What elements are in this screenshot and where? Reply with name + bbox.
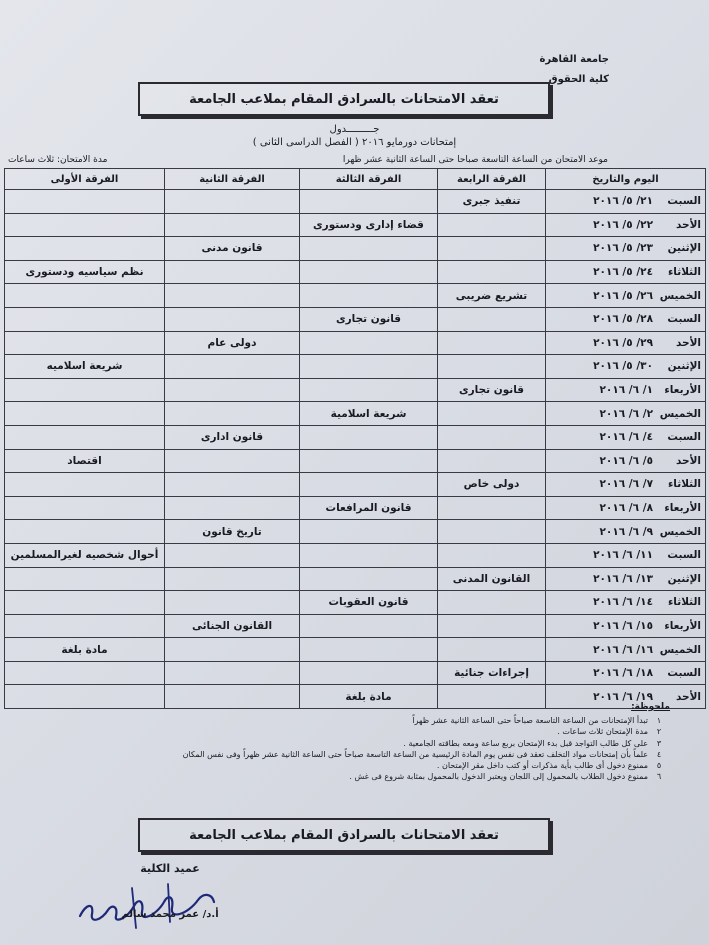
day-name: الأربعاء — [664, 502, 701, 515]
subject-cell-y4 — [438, 331, 546, 355]
table-header-row — [5, 169, 706, 190]
subject-cell-y3 — [300, 378, 438, 402]
exam-date: ١٤/ ٦/ ٢٠١٦ — [593, 596, 653, 609]
subject-cell-y2: دولى عام — [165, 331, 300, 355]
dean-name: أ.د/ عمر محمد سالم — [121, 909, 219, 920]
subject-cell-y4 — [438, 614, 546, 638]
note-number: ٣ — [656, 738, 662, 748]
day-date-cell — [546, 284, 706, 308]
day-name: السبت — [667, 549, 701, 562]
note-text: مدة الإمتحان ثلاث ساعات . — [557, 727, 648, 737]
table-row — [5, 543, 706, 567]
subject-cell-y3 — [300, 567, 438, 591]
subject-cell-y3 — [300, 260, 438, 284]
subject-cell-y4: القانون المدنى — [438, 567, 546, 591]
note-item — [90, 749, 670, 760]
exam-date: ٢/ ٦/ ٢٠١٦ — [599, 407, 653, 420]
subject-cell-y4 — [438, 638, 546, 662]
subject-cell-y3 — [300, 520, 438, 544]
col-year-2: الفرقة الثانية — [165, 169, 300, 190]
day-name: الأحد — [675, 336, 701, 349]
notes-section — [90, 702, 670, 782]
notes-list — [90, 715, 670, 782]
table-row — [5, 213, 706, 237]
day-name: الخميس — [659, 525, 701, 538]
exam-date: ٢٩/ ٥/ ٢٠١٦ — [593, 336, 653, 349]
day-name: الثلاثاء — [667, 478, 701, 491]
day-name: الثلاثاء — [667, 266, 701, 279]
exam-date: ٢٨/ ٥/ ٢٠١٦ — [593, 313, 653, 326]
exam-session-title: إمتحانات دورمايو ٢٠١٦ ( الفصل الدراسى الثانى ) — [252, 137, 457, 148]
subject-cell-y4 — [438, 591, 546, 615]
subject-cell-y2 — [165, 402, 300, 426]
subject-cell-y1: شريعة اسلاميه — [5, 355, 165, 379]
table-row — [5, 425, 706, 449]
subject-cell-y4 — [438, 520, 546, 544]
note-text: ممنوع دخول الطلاب بالمحمول إلى اللجان ويعتبر الدخول بالمحمول بمثابة شروع فى غش . — [349, 772, 648, 782]
subject-cell-y4 — [438, 449, 546, 473]
day-date-cell — [546, 260, 706, 284]
subject-cell-y4: تنفيذ جبرى — [438, 190, 546, 214]
subject-cell-y4: قانون تجارى — [438, 378, 546, 402]
day-date-cell — [546, 638, 706, 662]
table-row — [5, 190, 706, 214]
note-number: ٥ — [656, 761, 662, 771]
note-item — [90, 726, 670, 737]
subject-cell-y4 — [438, 355, 546, 379]
schedule-heading: جـــــــــدول — [329, 124, 380, 135]
day-date-cell — [546, 543, 706, 567]
day-date-cell — [546, 473, 706, 497]
exam-date: ٨/ ٦/ ٢٠١٦ — [599, 502, 653, 515]
footer-venue-title-box — [138, 818, 550, 852]
subject-cell-y3 — [300, 661, 438, 685]
dean-role: عميد الكلية — [140, 862, 200, 875]
table-row — [5, 520, 706, 544]
subject-cell-y2 — [165, 378, 300, 402]
dean-block — [110, 862, 230, 920]
note-text: ممنوع دخول أى طالب بأية مذكرات أو كتب داخل مقر الإمتحان . — [436, 761, 648, 771]
subject-cell-y1: مادة بلغة — [5, 638, 165, 662]
table-row — [5, 638, 706, 662]
day-date-cell — [546, 237, 706, 261]
subject-cell-y2 — [165, 190, 300, 214]
subject-cell-y1 — [5, 520, 165, 544]
subject-cell-y2 — [165, 496, 300, 520]
day-date-cell — [546, 355, 706, 379]
footer-venue-title: تعقد الامتحانات بالسرادق المقام بملاعب الجامعة — [189, 827, 499, 843]
subject-cell-y1 — [5, 425, 165, 449]
subject-cell-y4 — [438, 307, 546, 331]
day-date-cell — [546, 331, 706, 355]
note-text: علماً بأن إمتحانات مواد التخلف تعقد فى نفس يوم المادة الرئيسية من الساعة التاسعة صباحاً حتى الساعة الثانية عشر ظهراً وفى نفس المكان — [182, 749, 648, 759]
subject-cell-y4 — [438, 260, 546, 284]
exam-date: ١٥/ ٦/ ٢٠١٦ — [593, 619, 653, 632]
subject-cell-y3 — [300, 284, 438, 308]
day-name: الثلاثاء — [667, 596, 701, 609]
subject-cell-y4 — [438, 213, 546, 237]
subject-cell-y4 — [438, 237, 546, 261]
day-date-cell — [546, 425, 706, 449]
subject-cell-y2 — [165, 449, 300, 473]
table-row — [5, 614, 706, 638]
day-date-cell — [546, 307, 706, 331]
subject-cell-y3 — [300, 473, 438, 497]
day-name: الخميس — [659, 407, 701, 420]
subject-cell-y4 — [438, 402, 546, 426]
note-number: ٢ — [656, 727, 662, 737]
exam-date: ٤/ ٦/ ٢٠١٦ — [599, 431, 653, 444]
table-row — [5, 331, 706, 355]
subject-cell-y3: شريعة اسلامية — [300, 402, 438, 426]
day-name: الأحد — [675, 690, 701, 703]
note-item — [90, 760, 670, 771]
subject-cell-y4: دولى خاص — [438, 473, 546, 497]
day-date-cell — [546, 661, 706, 685]
exam-date: ٢٦/ ٥/ ٢٠١٦ — [593, 289, 653, 302]
exam-date: ١٨/ ٦/ ٢٠١٦ — [593, 667, 653, 680]
table-row — [5, 402, 706, 426]
day-date-cell — [546, 520, 706, 544]
subject-cell-y2 — [165, 543, 300, 567]
subject-cell-y1 — [5, 591, 165, 615]
day-name: الأحد — [675, 218, 701, 231]
subject-cell-y4: تشريع ضريبى — [438, 284, 546, 308]
subject-cell-y2: القانون الجنائى — [165, 614, 300, 638]
exam-date: ٧/ ٦/ ٢٠١٦ — [599, 478, 653, 491]
exam-date: ٢٣/ ٥/ ٢٠١٦ — [593, 242, 653, 255]
exam-date: ٣٠/ ٥/ ٢٠١٦ — [593, 360, 653, 373]
subject-cell-y3 — [300, 237, 438, 261]
subject-cell-y2: قانون ادارى — [165, 425, 300, 449]
subject-cell-y1 — [5, 661, 165, 685]
subject-cell-y1 — [5, 331, 165, 355]
table-row — [5, 661, 706, 685]
table-row — [5, 496, 706, 520]
subject-cell-y1 — [5, 567, 165, 591]
day-name: الأحد — [675, 454, 701, 467]
venue-title: تعقد الامتحانات بالسرادق المقام بملاعب الجامعة — [189, 91, 499, 107]
note-text: على كل طالب التواجد قبل بدء الإمتحان بربع ساعة ومعه بطاقته الجامعية . — [403, 738, 648, 748]
subject-cell-y2 — [165, 473, 300, 497]
day-date-cell — [546, 496, 706, 520]
col-year-1: الفرقة الأولى — [5, 169, 165, 190]
day-date-cell — [546, 567, 706, 591]
table-body — [5, 190, 706, 709]
subject-cell-y4 — [438, 543, 546, 567]
day-name: الخميس — [659, 643, 701, 656]
table-row — [5, 473, 706, 497]
col-year-3: الفرقة الثالثة — [300, 169, 438, 190]
exam-date: ١٦/ ٦/ ٢٠١٦ — [593, 643, 653, 656]
table-row — [5, 284, 706, 308]
university-name: جامعة القاهرة — [539, 54, 609, 65]
subject-cell-y1: اقتصاد — [5, 449, 165, 473]
subject-cell-y4: إجراءات جنائية — [438, 661, 546, 685]
day-name: السبت — [667, 195, 701, 208]
note-item — [90, 771, 670, 782]
notes-heading: ملحوظة: — [631, 702, 670, 712]
subject-cell-y1 — [5, 307, 165, 331]
subject-cell-y1 — [5, 496, 165, 520]
subject-cell-y1: نظم سياسيه ودستورى — [5, 260, 165, 284]
day-date-cell — [546, 591, 706, 615]
subject-cell-y3: قانون تجارى — [300, 307, 438, 331]
day-name: الإثنين — [667, 572, 701, 585]
subject-cell-y3: قانون العقوبات — [300, 591, 438, 615]
day-date-cell — [546, 402, 706, 426]
subject-cell-y4 — [438, 425, 546, 449]
subject-cell-y1 — [5, 237, 165, 261]
subject-cell-y2 — [165, 355, 300, 379]
table-row — [5, 567, 706, 591]
subject-cell-y1 — [5, 213, 165, 237]
note-item — [90, 715, 670, 726]
subject-cell-y3 — [300, 425, 438, 449]
table-row — [5, 237, 706, 261]
note-number: ٦ — [656, 772, 662, 782]
exam-schedule-table — [4, 168, 706, 709]
subject-cell-y2 — [165, 284, 300, 308]
exam-time: موعد الامتحان من الساعة التاسعة صباحا حتى الساعة الثانية عشر ظهرا — [342, 155, 608, 165]
subject-cell-y3 — [300, 614, 438, 638]
subject-cell-y3 — [300, 638, 438, 662]
subject-cell-y1 — [5, 614, 165, 638]
subject-cell-y2: تاريخ قانون — [165, 520, 300, 544]
day-date-cell — [546, 378, 706, 402]
day-name: الإثنين — [667, 360, 701, 373]
table-row — [5, 591, 706, 615]
subject-cell-y2 — [165, 260, 300, 284]
col-day-date: اليوم والتاريخ — [546, 169, 706, 190]
exam-date: ١١/ ٦/ ٢٠١٦ — [593, 549, 653, 562]
subject-cell-y3: قانون المرافعات — [300, 496, 438, 520]
subject-cell-y3 — [300, 331, 438, 355]
subject-cell-y2 — [165, 591, 300, 615]
day-date-cell — [546, 449, 706, 473]
exam-date: ٥/ ٦/ ٢٠١٦ — [599, 454, 653, 467]
exam-date: ٩/ ٦/ ٢٠١٦ — [599, 525, 653, 538]
day-date-cell — [546, 190, 706, 214]
exam-date: ٢٤/ ٥/ ٢٠١٦ — [593, 266, 653, 279]
exam-date: ٢١/ ٥/ ٢٠١٦ — [593, 195, 653, 208]
day-date-cell — [546, 614, 706, 638]
subject-cell-y2: قانون مدنى — [165, 237, 300, 261]
exam-date: ١/ ٦/ ٢٠١٦ — [599, 384, 653, 397]
subject-cell-y2 — [165, 638, 300, 662]
exam-duration: مدة الامتحان: ثلاث ساعات — [8, 155, 108, 165]
day-name: السبت — [667, 431, 701, 444]
subject-cell-y1 — [5, 284, 165, 308]
venue-title-box — [138, 82, 550, 116]
subject-cell-y2 — [165, 661, 300, 685]
exam-date: ١٩/ ٦/ ٢٠١٦ — [593, 690, 653, 703]
subject-cell-y4 — [438, 496, 546, 520]
day-name: السبت — [667, 667, 701, 680]
faculty-name: كلية الحقوق — [548, 74, 609, 85]
subject-cell-y3 — [300, 190, 438, 214]
note-item — [90, 738, 670, 749]
subject-cell-y3 — [300, 449, 438, 473]
table-row — [5, 449, 706, 473]
table-row — [5, 355, 706, 379]
subject-cell-y2 — [165, 567, 300, 591]
subject-cell-y3: مادة بلغة — [300, 685, 438, 709]
day-name: الإثنين — [667, 242, 701, 255]
note-number: ٤ — [656, 749, 662, 759]
subject-cell-y1 — [5, 402, 165, 426]
col-year-4: الفرقة الرابعة — [438, 169, 546, 190]
day-name: السبت — [667, 313, 701, 326]
note-text: تبدأ الإمتحانات من الساعة التاسعة صباحاً حتى الساعة الثانية عشر ظهراً — [412, 716, 648, 726]
table-row — [5, 307, 706, 331]
day-date-cell — [546, 213, 706, 237]
note-number: ١ — [656, 716, 662, 726]
day-name: الأربعاء — [664, 619, 701, 632]
day-name: الأربعاء — [664, 384, 701, 397]
subject-cell-y1: أحوال شخصيه لغيرالمسلمين — [5, 543, 165, 567]
subject-cell-y3: قضاء إدارى ودستورى — [300, 213, 438, 237]
day-name: الخميس — [659, 289, 701, 302]
subject-cell-y3 — [300, 543, 438, 567]
subject-cell-y1 — [5, 473, 165, 497]
subject-cell-y1 — [5, 378, 165, 402]
subject-cell-y3 — [300, 355, 438, 379]
exam-date: ٢٢/ ٥/ ٢٠١٦ — [593, 218, 653, 231]
table-row — [5, 378, 706, 402]
table-row — [5, 260, 706, 284]
subject-cell-y2 — [165, 213, 300, 237]
subject-cell-y2 — [165, 307, 300, 331]
subject-cell-y1 — [5, 190, 165, 214]
exam-date: ١٣/ ٦/ ٢٠١٦ — [593, 572, 653, 585]
